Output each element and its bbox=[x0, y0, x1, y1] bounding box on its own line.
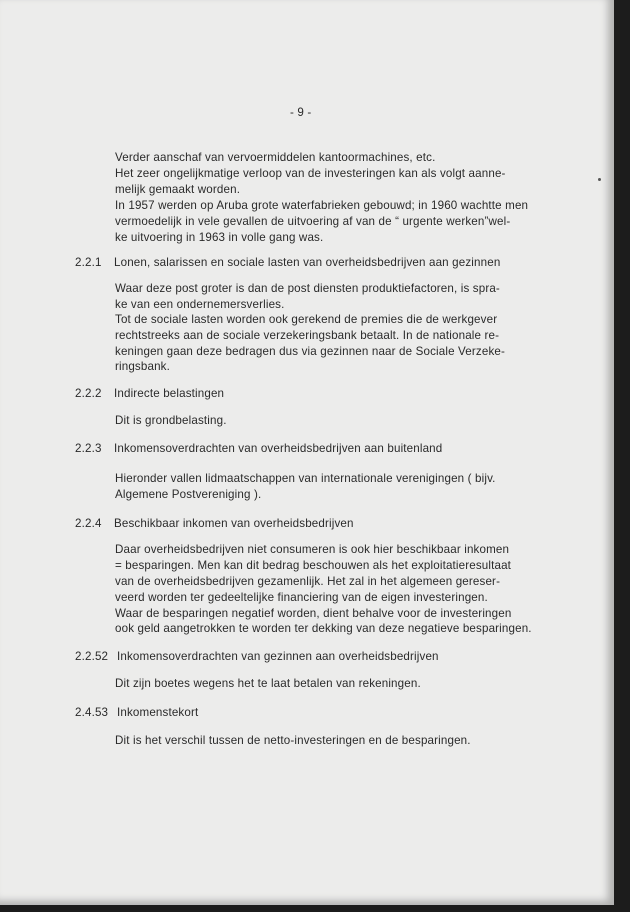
section-number: 2.2.2 bbox=[75, 387, 102, 400]
paragraph-line: ook geld aangetrokken te worden ter dekking van deze negatieve besparingen. bbox=[115, 622, 532, 635]
section-heading: Inkomensoverdrachten van gezinnen aan overheidsbedrijven bbox=[117, 650, 439, 663]
paragraph-line: Dit is het verschil tussen de netto-investeringen en de besparingen. bbox=[115, 734, 471, 747]
section-heading: Beschikbaar inkomen van overheidsbedrijven bbox=[114, 517, 354, 530]
scan-speck bbox=[598, 178, 601, 181]
paragraph-line: = besparingen. Men kan dit bedrag beschouwen als het exploitatieresultaat bbox=[115, 559, 512, 572]
section-number: 2.2.52 bbox=[75, 650, 109, 663]
paragraph-line: Tot de sociale lasten worden ook gerekend de premies die de werkgever bbox=[115, 313, 498, 326]
paragraph-line: Algemene Postvereniging ). bbox=[115, 488, 262, 501]
intro-line: vermoedelijk in vele gevallen de uitvoering af van de “ urgente werken”wel- bbox=[115, 215, 511, 228]
section-number: 2.2.3 bbox=[75, 442, 102, 455]
paragraph-line: Waar de besparingen negatief worden, dient behalve voor de investeringen bbox=[115, 607, 512, 620]
paragraph-line: keningen gaan deze bedragen dus via gezinnen naar de Sociale Verzeke- bbox=[115, 345, 505, 358]
intro-line: ke uitvoering in 1963 in volle gang was. bbox=[115, 231, 324, 244]
intro-line: Verder aanschaf van vervoermiddelen kantoormachines, etc. bbox=[115, 151, 436, 164]
section-heading: Inkomenstekort bbox=[117, 706, 199, 719]
paragraph-line: rechtstreeks aan de sociale verzekeringsbank betaalt. In de nationale re- bbox=[115, 329, 500, 342]
paragraph-line: Waar deze post groter is dan de post diensten produktiefactoren, is spra- bbox=[115, 282, 500, 295]
section-number: 2.2.1 bbox=[75, 256, 102, 269]
paragraph-line: Dit zijn boetes wegens het te laat betalen van rekeningen. bbox=[115, 677, 421, 690]
paragraph-line: veerd worden ter gedeeltelijke financiering van de eigen investeringen. bbox=[115, 591, 488, 604]
intro-line: Het zeer ongelijkmatige verloop van de investeringen kan als volgt aanne- bbox=[115, 167, 506, 180]
paragraph-line: Dit is grondbelasting. bbox=[115, 414, 227, 427]
section-number: 2.4.53 bbox=[75, 706, 109, 719]
intro-line: In 1957 werden op Aruba grote waterfabrieken gebouwd; in 1960 wachtte men bbox=[115, 199, 529, 212]
section-number: 2.2.4 bbox=[75, 517, 102, 530]
section-heading: Indirecte belastingen bbox=[114, 387, 225, 400]
page-number: - 9 - bbox=[290, 106, 312, 119]
section-heading: Lonen, salarissen en sociale lasten van overheidsbedrijven aan gezinnen bbox=[114, 256, 501, 269]
paragraph-line: ke van een ondernemersverlies. bbox=[115, 298, 285, 311]
section-heading: Inkomensoverdrachten van overheidsbedrijven aan buitenland bbox=[114, 442, 443, 455]
paragraph-line: ringsbank. bbox=[115, 360, 170, 373]
paragraph-line: Hieronder vallen lidmaatschappen van internationale verenigingen ( bijv. bbox=[115, 472, 496, 485]
paragraph-line: Daar overheidsbedrijven niet consumeren is ook hier beschikbaar inkomen bbox=[115, 543, 510, 556]
intro-line: melijk gemaakt worden. bbox=[115, 183, 241, 196]
paragraph-line: van de overheidsbedrijven gezamenlijk. Het zal in het algemeen gereser- bbox=[115, 575, 501, 588]
